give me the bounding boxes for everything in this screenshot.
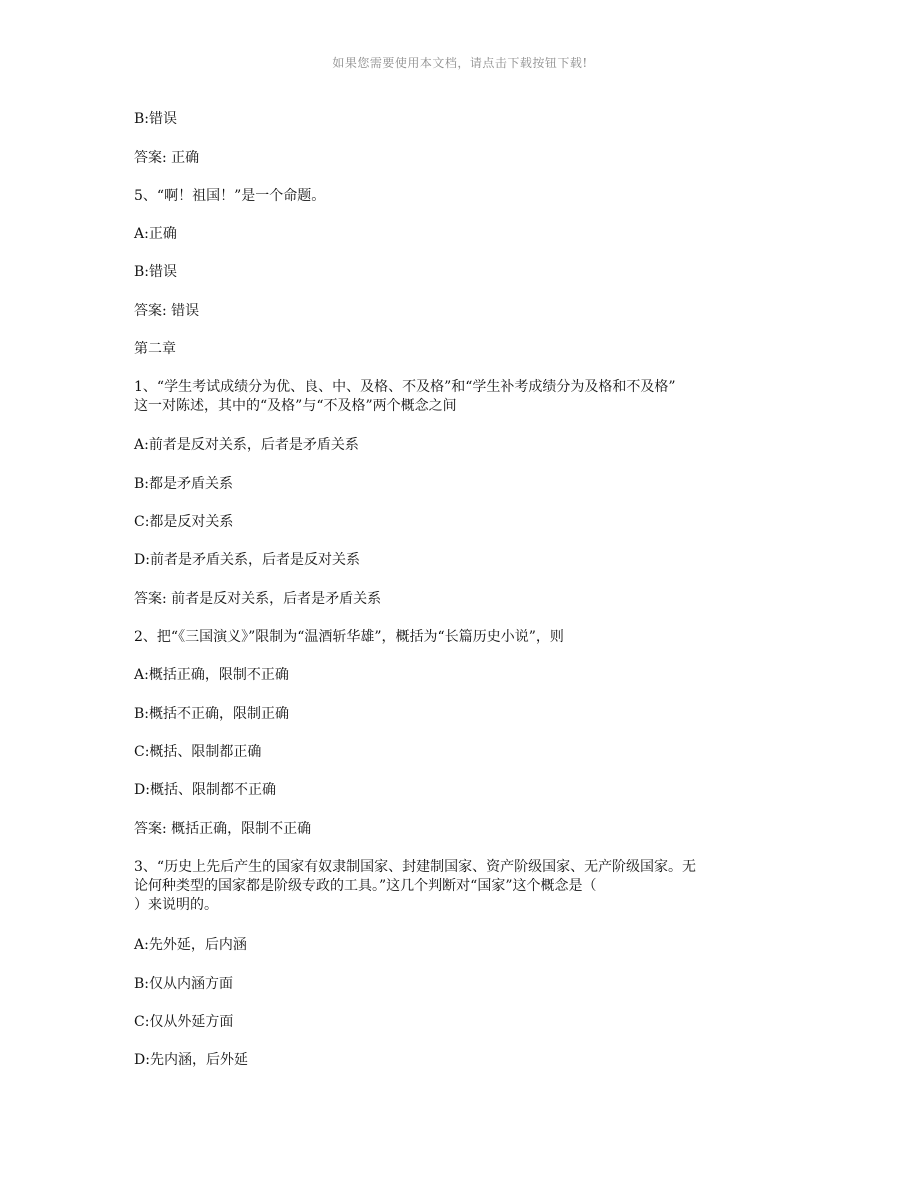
- download-notice: 如果您需要使用本文档，请点击下载按钮下载!: [332, 56, 588, 70]
- question-1-line-1: 1、“学生考试成绩分为优、良、中、及格、不及格”和“学生补考成绩分为及格和不及格”: [134, 379, 676, 395]
- option-c: C:仅从外延方面: [134, 1014, 234, 1030]
- option-d: D:概括、限制都不正确: [134, 782, 276, 798]
- chapter-heading: 第二章: [134, 341, 176, 357]
- option-c: C:概括、限制都正确: [134, 744, 262, 760]
- option-d: D:前者是矛盾关系，后者是反对关系: [134, 552, 360, 568]
- question-3-line-1: 3、“历史上先后产生的国家有奴隶制国家、封建制国家、资产阶级国家、无产阶级国家。无: [134, 859, 697, 875]
- option-b: B:都是矛盾关系: [134, 476, 234, 492]
- option-c: C:都是反对关系: [134, 514, 234, 530]
- option-b: B:概括不正确，限制正确: [134, 706, 290, 722]
- question-3-line-2: 论何种类型的国家都是阶级专政的工具。”这几个判断对“国家”这个概念是（: [134, 878, 597, 894]
- option-a: A:先外延，后内涵: [134, 937, 247, 953]
- option-d: D:先内涵，后外延: [134, 1052, 248, 1068]
- option-a: A:正确: [134, 226, 177, 242]
- answer: 答案: 前者是反对关系，后者是矛盾关系: [134, 591, 382, 607]
- option-b: B:错误: [134, 264, 178, 280]
- question-1-line-2: 这一对陈述，其中的“及格”与“不及格”两个概念之间: [134, 398, 457, 414]
- option-a: A:概括正确，限制不正确: [134, 667, 289, 683]
- answer: 答案: 概括正确，限制不正确: [134, 821, 312, 837]
- question-2: 2、把“《三国演义》”限制为“温酒斩华雄”，概括为“长篇历史小说”，则: [134, 629, 564, 645]
- answer: 答案: 正确: [134, 150, 200, 166]
- question-3-line-3: ）来说明的。: [134, 897, 218, 913]
- question-5: 5、“啊！祖国！”是一个命题。: [134, 188, 326, 204]
- option-b: B:错误: [134, 111, 178, 127]
- option-a: A:前者是反对关系，后者是矛盾关系: [134, 437, 359, 453]
- option-b: B:仅从内涵方面: [134, 976, 234, 992]
- answer: 答案: 错误: [134, 303, 200, 319]
